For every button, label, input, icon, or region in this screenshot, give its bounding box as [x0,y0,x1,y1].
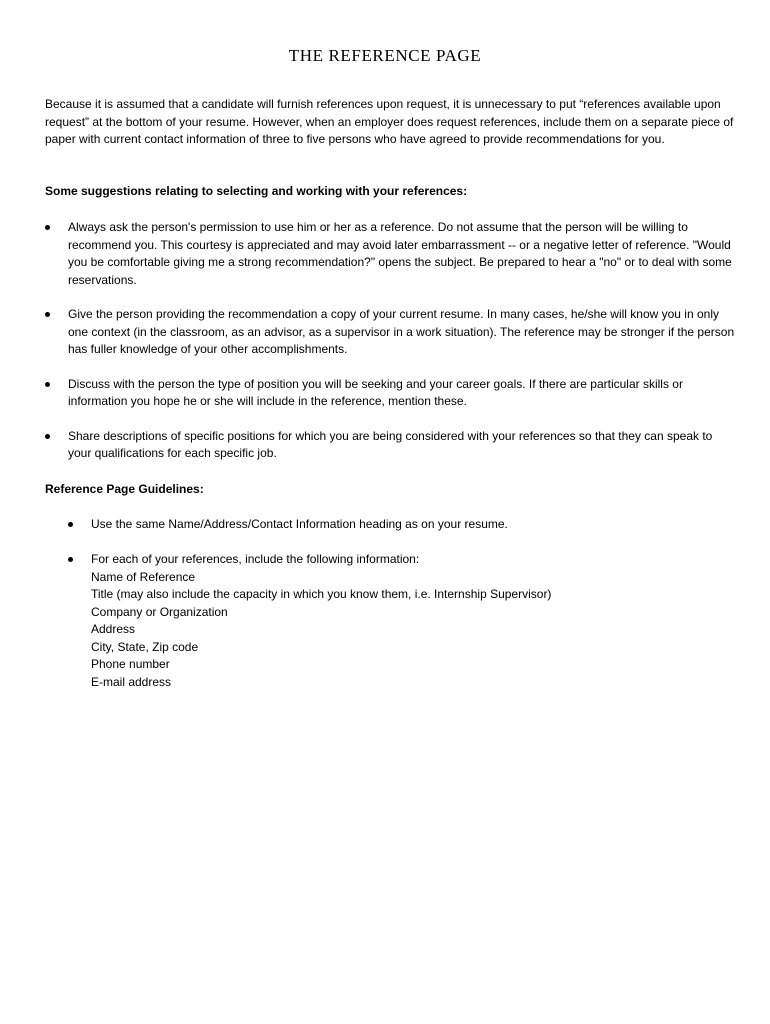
suggestion-text: Always ask the person's permission to use him or her as a reference. Do not assume that the person will be willing to recommend you. This courtesy is appreciated and may avoid later embarrassment -- or a negative letter of reference. "Would you be comfortable giving me a strong recommendation?" opens the subject. Be prepared to hear a "no" or to deal with some reservations. [68,220,732,287]
bullet-icon [45,434,50,439]
info-line-city-state-zip: City, State, Zip code [91,639,199,654]
intro-paragraph: Because it is assumed that a candidate will furnish references upon request, it is unnecessary to put “references available upon request” at the bottom of your resume. However, when an employer does request references, include them on a separate piece of paper with current contact information of three to five persons who have agreed to provide recommendations for you. [45,97,734,146]
info-line-title: Title (may also include the capacity in which you know them, i.e. Internship Supervisor) [91,587,552,601]
page-title: THE REFERENCE PAGE [288,46,482,65]
suggestion-item [45,219,735,289]
suggestions-list [45,219,735,480]
guidelines-list [68,516,728,709]
suggestion-item [45,306,735,359]
suggestion-text: Discuss with the person the type of position you will be seeking and your career goals. If there are particular skills or information you hope he or she will include in the reference, mention these. [68,376,683,408]
bullet-icon [45,312,50,317]
bullet-icon [45,382,50,387]
guideline-item [68,551,728,691]
guidelines-heading: Reference Page Guidelines: [45,482,204,496]
guideline-item [68,516,728,534]
info-line-address: Address [91,622,136,636]
info-line-email: E-mail address [91,674,172,689]
guideline-text: Use the same Name/Address/Contact Information heading as on your resume. [91,517,508,531]
reference-info-block [91,551,728,691]
info-line-name: Name of Reference [91,569,196,584]
info-line-phone: Phone number [91,657,170,671]
suggestion-item [45,428,735,463]
guideline-intro-text: For each of your references, include the following information: [91,552,420,566]
info-line-company: Company or Organization [91,604,228,619]
suggestion-text: Share descriptions of specific positions for which you are being considered with your references so that they can speak to your qualifications for each specific job. [68,428,713,460]
suggestion-item [45,376,735,411]
suggestion-text: Give the person providing the recommendation a copy of your current resume. In many cases, he/she will know you in only one context (in the classroom, as an advisor, as a supervisor in a work situation). The reference may be stronger if the person has fuller knowledge of your other accomplishments. [68,307,735,356]
bullet-icon [68,522,73,527]
bullet-icon [45,225,50,230]
bullet-icon [68,557,73,562]
suggestions-heading: Some suggestions relating to selecting and working with your references: [45,184,468,198]
